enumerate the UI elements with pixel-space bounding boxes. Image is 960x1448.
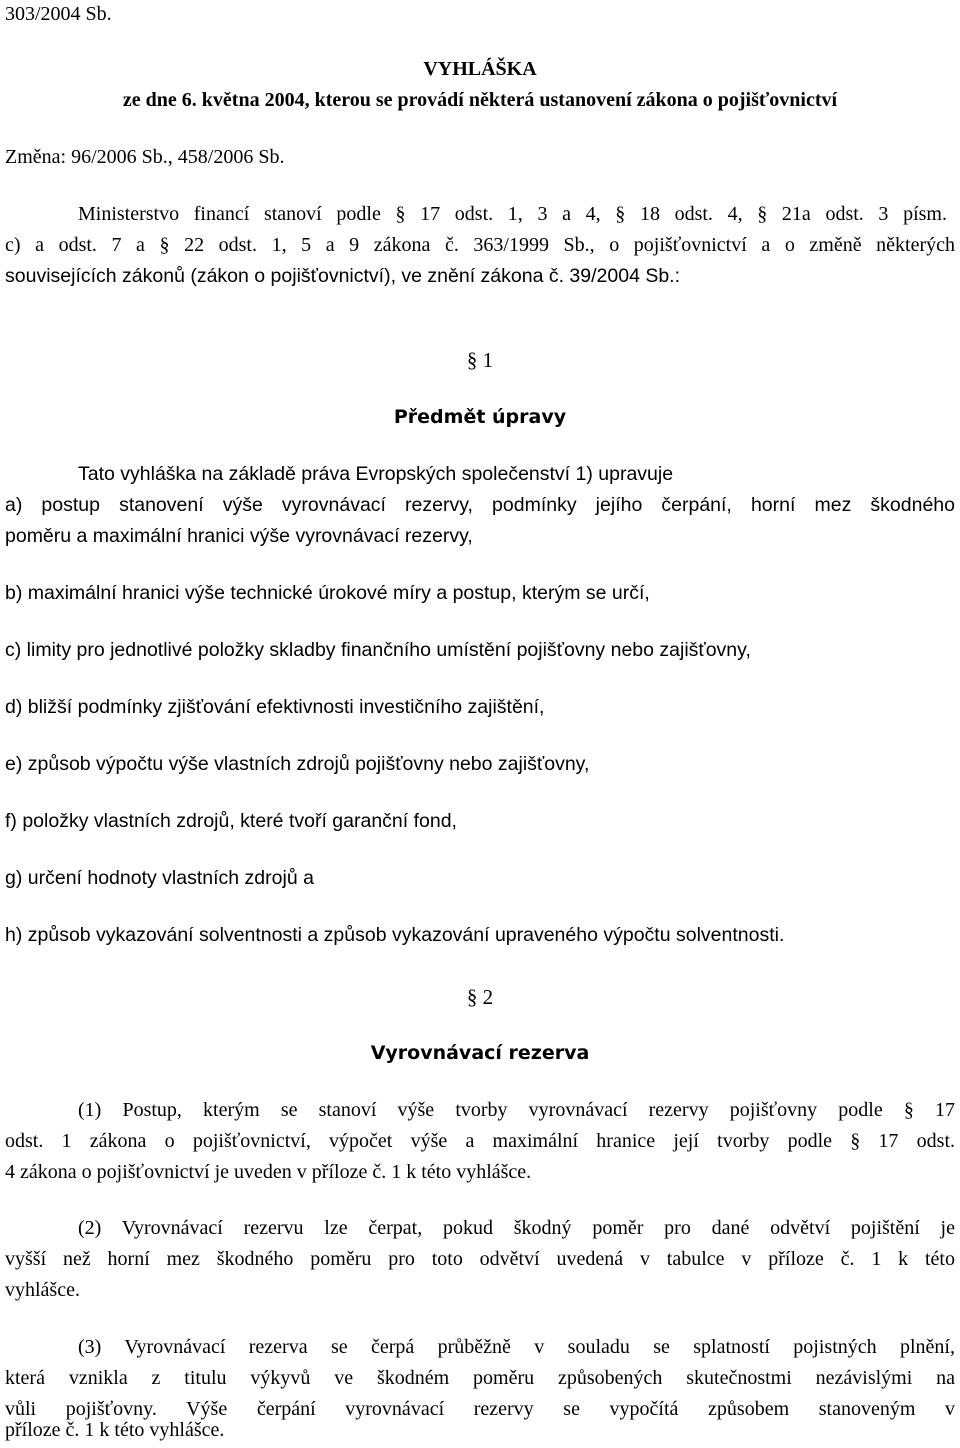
paragraph-line: která vznikla z titulu výkyvů ve škodném poměru způsobených skutečnostmi nezávislými na: [5, 1367, 955, 1389]
document-title: VYHLÁŠKA: [423, 58, 537, 80]
list-item: a) postup stanovení výše vyrovnávací rezervy, podmínky jejího čerpání, horní mez škodného: [5, 494, 955, 516]
list-item: poměru a maximální hranici výše vyrovnávací rezervy,: [5, 525, 473, 547]
document-number: 303/2004 Sb.: [5, 3, 112, 25]
paragraph-line: odst. 1 zákona o pojišťovnictví, výpočet výše a maximální hranice její tvorby podle § 17 odst.: [5, 1130, 955, 1152]
preamble-line: souvisejících zákonů (zákon o pojišťovnictví), ve znění zákona č. 39/2004 Sb.:: [5, 265, 681, 287]
section-intro: Tato vyhláška na základě práva Evropských společenství 1) upravuje: [78, 463, 674, 485]
list-item: h) způsob vykazování solventnosti a způsob vykazování upraveného výpočtu solventnosti.: [5, 924, 785, 946]
section-heading: Vyrovnávací rezerva: [370, 1042, 590, 1064]
paragraph-line: (2) Vyrovnávací rezervu lze čerpat, pokud škodný poměr pro dané odvětví pojištění je: [78, 1217, 955, 1239]
preamble-line: c) a odst. 7 a § 22 odst. 1, 5 a 9 zákona č. 363/1999 Sb., o pojišťovnictví a o změně některých: [5, 234, 955, 256]
list-item: f) položky vlastních zdrojů, které tvoří garanční fond,: [5, 810, 457, 832]
list-item: b) maximální hranici výše technické úrokové míry a postup, kterým se určí,: [5, 582, 650, 604]
list-item: d) bližší podmínky zjišťování efektivnosti investičního zajištění,: [5, 696, 545, 718]
list-item: c) limity pro jednotlivé položky skladby finančního umístění pojišťovny nebo zajišťovny,: [5, 639, 751, 661]
paragraph-line: vyšší než horní mez škodného poměru pro toto odvětví uvedená v tabulce v příloze č. 1 k této: [5, 1248, 955, 1270]
paragraph-line: vyhlášce.: [5, 1279, 80, 1301]
paragraph-line: 4 zákona o pojišťovnictví je uveden v příloze č. 1 k této vyhlášce.: [5, 1161, 532, 1183]
document-subtitle: ze dne 6. května 2004, kterou se provádí některá ustanovení zákona o pojišťovnictví: [122, 89, 838, 111]
list-item: g) určení hodnoty vlastních zdrojů a: [5, 867, 314, 889]
section-number: § 1: [466, 348, 494, 372]
paragraph-line: příloze č. 1 k této vyhlášce.: [5, 1419, 225, 1441]
paragraph-line: (1) Postup, kterým se stanoví výše tvorby vyrovnávací rezervy pojišťovny podle § 17: [78, 1099, 955, 1121]
section-number: § 2: [466, 985, 494, 1009]
paragraph-line: (3) Vyrovnávací rezerva se čerpá průběžně v souladu se splatností pojistných plnění,: [78, 1336, 955, 1358]
section-heading: Předmět úpravy: [393, 406, 567, 428]
preamble-line: Ministerstvo financí stanoví podle § 17 odst. 1, 3 a 4, § 18 odst. 4, § 21a odst. 3 písm.: [78, 203, 947, 225]
paragraph-line: vůli pojišťovny. Výše čerpání vyrovnávací rezervy se vypočítá způsobem stanoveným v: [5, 1398, 955, 1420]
list-item: e) způsob výpočtu výše vlastních zdrojů pojišťovny nebo zajišťovny,: [5, 753, 590, 775]
amendments-line: Změna: 96/2006 Sb., 458/2006 Sb.: [5, 146, 285, 168]
